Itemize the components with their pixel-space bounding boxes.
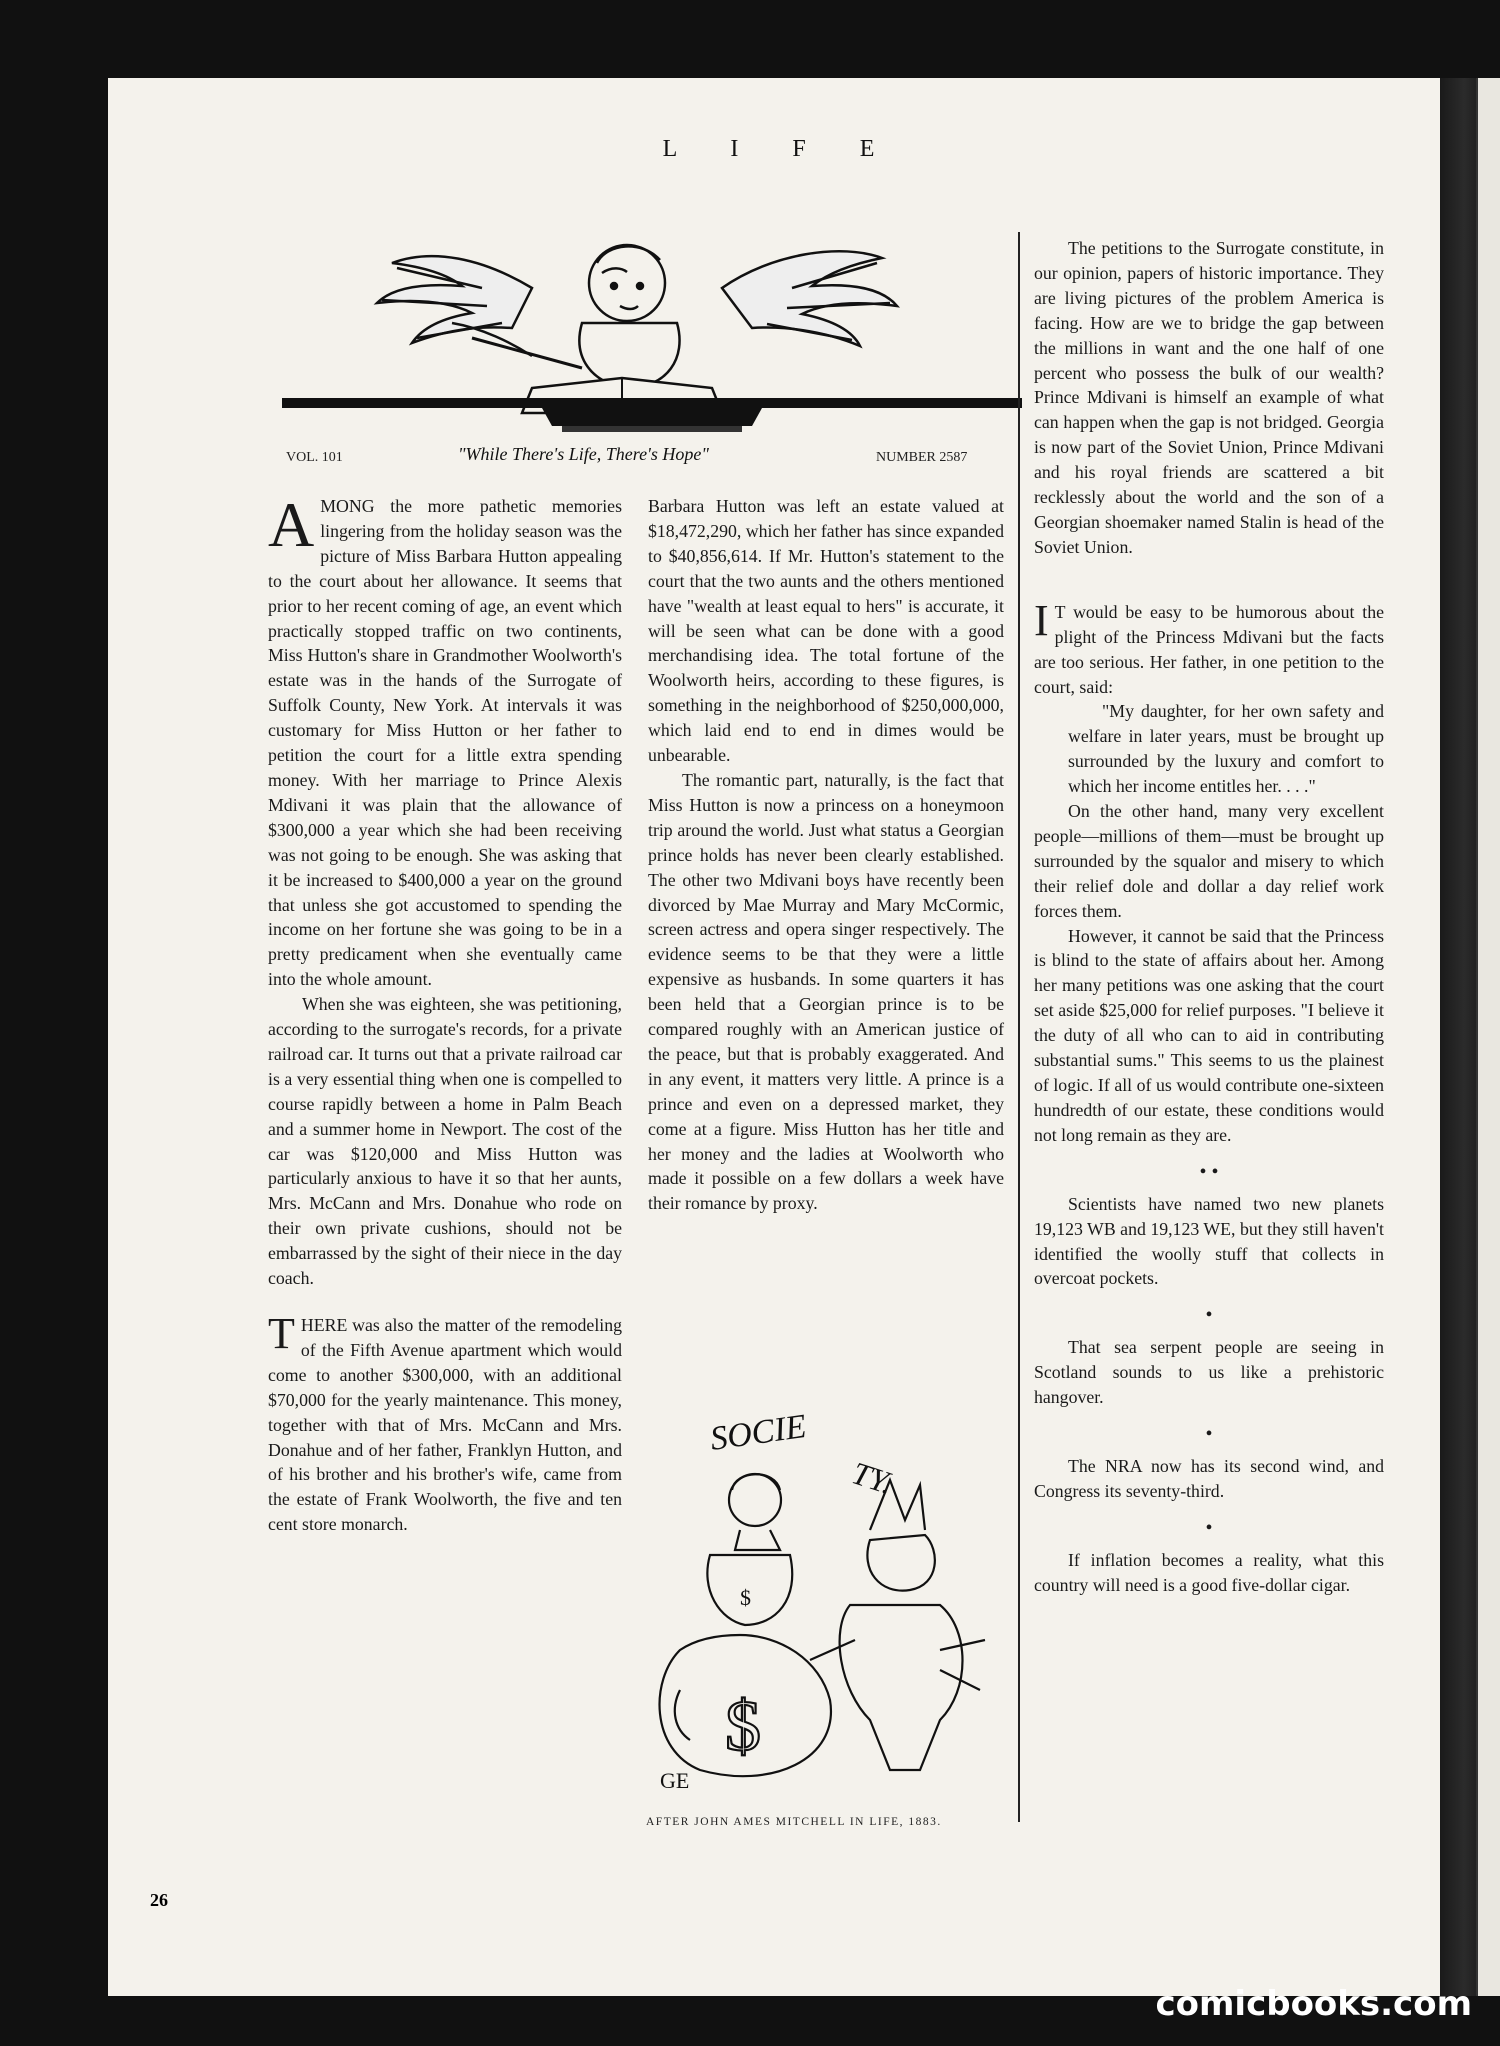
paragraph-1-text: MONG the more pathetic memories lingering from the holiday season was the picture of Miss Barbara Hutton appealing to the court about her allowance. It seems that prior to her recent coming of age, an event which practically stopped traffic on two continents, Miss Hutton's share in Grandmother Woolworth's estate was in the hands of the Surrogate of Suffolk County, New York. At intervals it was customary for Miss Hutton or her father to petition the court for a little extra spending money. With her marriage to Prince Alexis Mdivani it was plain that the allowance of $300,000 a year which she had been receiving was not going to be enough. She was asking that it be increased to $400,000 a year on the ground that unless she got accustomed to spending the income on her fortune she was going to be in a pretty predicament when she eventually came into the whole amount. xyxy=(268,496,622,990)
dress-dollar: $ xyxy=(740,1585,751,1610)
cartoon-signature: GE xyxy=(660,1768,690,1793)
separator-dots: • • xyxy=(1199,1160,1219,1183)
cherub-figure xyxy=(377,245,897,388)
paragraph-4: Barbara Hutton was left an estate valued at $18,472,290, which her father has since expanded to $40,856,614. If Mr. Hutton's statement to the court that the two aunts and the others mentioned have "wealth at least equal to hers" is accurate, it will be seen what can be done with a good merchandising idea. The total fortune of the Woolworth heirs, according to these figures, is something in the neighborhood of $250,000,000, which laid end to end in dimes would be unbearable. xyxy=(648,496,1005,766)
separator-dot: • xyxy=(1205,1423,1213,1446)
desk-bar xyxy=(282,398,1022,408)
paragraph-1 xyxy=(268,489,622,992)
separator-dot: • xyxy=(1205,1304,1213,1327)
paragraph-12: The NRA now has its second wind, and Congress its seventy-third. xyxy=(1034,1456,1384,1501)
cartoon-label-society: SOCIE xyxy=(707,1407,809,1458)
quote-block: "My daughter, for her own safety and welfare in later years, must be brought up surrounded by the luxury and comfort to which her income entitles her. . . ." xyxy=(1068,701,1384,797)
volume-label: VOL. 101 xyxy=(286,450,343,465)
paragraph-10: Scientists have named two new planets 19,123 WB and 19,123 WE, but they still haven't identified the woolly stuff that collects in overcoat pockets. xyxy=(1034,1193,1384,1289)
separator-dot: • xyxy=(1205,1516,1213,1539)
watermark: comicbooks.com xyxy=(1155,1984,1472,2024)
dropcap-a: A xyxy=(268,489,315,560)
paragraph-5: The romantic part, naturally, is the fact that Miss Hutton is now a princess on a honeymoon trip around the world. Just what status a Georgian prince holds has never been clearly established. The other two Mdivani boys have recently been divorced by Mae Murray and Mary McCormic, screen actress and opera singer respectively. The evidence seems to be that they were a little expensive as husbands. In some quarters it has been held that a Georgian prince is to be compared roughly with an American justice of the peace, but that is probably exaggerated. And in any event, it matters very little. A prince is a prince and even on a depressed market, they come at a figure. Miss Hutton has her title and her money and the ladies at Woolworth who made it possible on a few dollars a week have their romance by proxy. xyxy=(648,769,1004,1214)
paragraph-7-text: T would be easy to be humorous about the plight of the Princess Mdivani but the facts are too serious. Her father, in one petition to the court, said: xyxy=(1034,601,1384,697)
page-number: 26 xyxy=(150,1890,168,1910)
bag-dollar: $ xyxy=(725,1686,761,1766)
issue-number: NUMBER 2587 xyxy=(876,450,968,465)
column-rule xyxy=(1018,232,1020,1822)
dropcap-i: I xyxy=(1034,595,1049,645)
paragraph-3 xyxy=(268,1309,622,1537)
paragraph-8: On the other hand, many very excellent people—millions of them—must be brought up surrounded by the squalor and misery to which their relief dole and dollar a day relief work forces them. xyxy=(1034,801,1384,921)
paragraph-6: The petitions to the Surrogate constitute, in our opinion, papers of historic importance. They are living pictures of the problem America is facing. How are we to bridge the gap between the millions in want and the one half of one percent who possess the bulk of our wealth? Prince Mdivani is himself an example of what can happen when the gap is not bridged. Georgia is now part of the Soviet Union, Prince Mdivani and his royal friends are scattered a bit recklessly about the world and the son of a Georgian shoemaker named Stalin is head of the Soviet Union. xyxy=(1034,238,1384,557)
column-1 xyxy=(268,489,622,1537)
column-3 xyxy=(1034,236,1384,1598)
paragraph-7 xyxy=(1034,595,1384,700)
society-cartoon xyxy=(640,1390,1010,1800)
masthead: L I F E xyxy=(662,136,899,162)
column-2 xyxy=(648,494,1004,1216)
dropcap-t: T xyxy=(268,1309,295,1358)
paragraph-2: When she was eighteen, she was petitioning, according to the surrogate's records, for a private railroad car. It turns out that a private railroad car is a very essential thing when one is compelled to course rapidly between a home in Palm Beach and a summer home in Newport. The cost of the car was $120,000 and Miss Hutton was particularly anxious to have it so that her aunts, Mrs. McCann and Mrs. Donahue who rode on their own private cushions, should not be embarrassed by the sight of their niece in the day coach. xyxy=(268,994,622,1289)
paragraph-3-text: HERE was also the matter of the remodeling of the Fifth Avenue apartment which would come to another $300,000, with an additional $70,000 for the yearly maintenance. This money, together with that of Mrs. McCann and Mrs. Donahue and of her father, Franklyn Hutton, and of his brother and his brother's wife, came from the estate of Frank Woolworth, the five and ten cent store monarch. xyxy=(268,1315,622,1535)
cartoon-caption: AFTER JOHN AMES MITCHELL IN LIFE, 1883. xyxy=(646,1816,942,1828)
cartoon-label-ty: TY. xyxy=(847,1454,898,1502)
cherub-illustration xyxy=(282,228,1022,438)
motto: "While There's Life, There's Hope" xyxy=(458,444,709,464)
next-page-edge xyxy=(1476,78,1500,1996)
paragraph-13: If inflation becomes a reality, what this country will need is a good five-dollar cigar. xyxy=(1034,1549,1384,1595)
paragraph-9: However, it cannot be said that the Princess is blind to the state of affairs about her. Among her many petitions was one asking that the court set aside $25,000 for relief purposes. "I believe it the duty of all who can to aid in contributing substantial sums." This seems to us the plainest of logic. If all of us would contribute one-sixteen hundredth of our estate, these conditions would not long remain as they are. xyxy=(1034,925,1384,1145)
paragraph-11: That sea serpent people are seeing in Scotland sounds to us like a prehistoric hangover. xyxy=(1034,1337,1384,1408)
